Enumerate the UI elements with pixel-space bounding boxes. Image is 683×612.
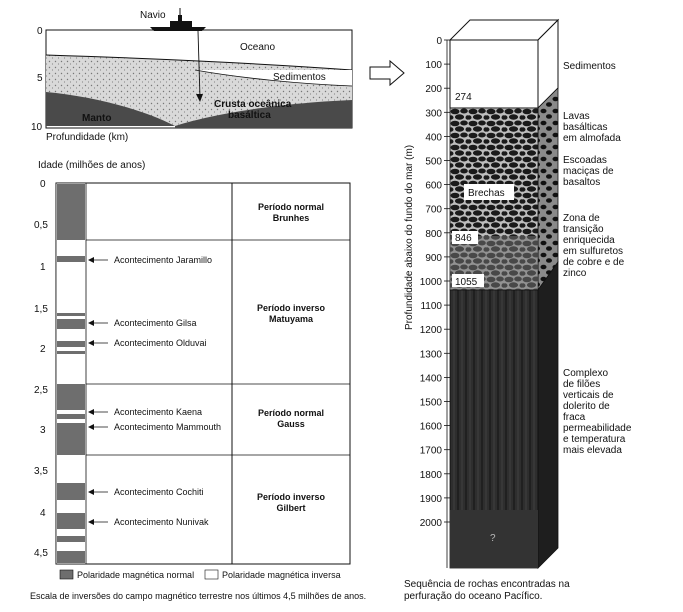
depth-tick-label: 1400: [419, 373, 442, 385]
legend-normal-label: Polaridade magnética normal: [77, 570, 195, 580]
depth-tick-label: 1300: [419, 349, 442, 361]
unit-label-dikes: mais elevada: [563, 445, 622, 456]
unit-label-transition: Zona de: [563, 213, 600, 224]
depth-tick-label: 300: [425, 108, 442, 120]
unknown-marker: ?: [490, 533, 496, 544]
event-label: Acontecimento Olduvai: [114, 338, 207, 348]
column-axis-label: Profundidade abaixo do fundo do mar (m): [404, 144, 415, 330]
depth-tick-label: 1800: [419, 469, 442, 481]
unit-label-dikes: dolerito de: [563, 401, 610, 412]
legend-inverse-swatch: [205, 570, 218, 579]
age-tick: 2: [40, 344, 46, 355]
column-side-lavas: [538, 88, 558, 290]
unit-label-flows: Escoadas: [563, 155, 607, 166]
depth-tick-label: 1600: [419, 421, 442, 433]
event-nunivak: [88, 517, 209, 527]
arrow-left-icon: [88, 519, 94, 525]
normal-polarity-band: [57, 351, 85, 354]
unit-label-sediments: Sedimentos: [563, 61, 616, 72]
unit-label-lavas: Lavas: [563, 111, 590, 122]
depth-tick-label: 2000: [419, 518, 442, 529]
normal-polarity-band: [57, 384, 85, 410]
age-axis-label: Idade (milhões de anos): [38, 160, 146, 171]
unit-label-transition: enriquecida: [563, 235, 615, 246]
arrow-left-icon: [88, 409, 94, 415]
column-caption: perfuração do oceano Pacífico.: [404, 591, 543, 602]
period-label: Período normal: [257, 202, 325, 212]
period-name: Brunhes: [272, 213, 310, 223]
depth-tick-label: 1700: [419, 445, 442, 457]
depth-tick-label: 0: [436, 36, 442, 47]
normal-polarity-band: [57, 341, 85, 347]
age-tick: 0: [40, 179, 46, 190]
period-label: Período inverso: [256, 303, 326, 313]
age-tick: 3: [40, 425, 46, 436]
arrow-left-icon: [88, 257, 94, 263]
depth-tick-label: 1000: [419, 277, 442, 288]
arrow-right-icon: [370, 61, 404, 85]
depth-marker: 1055: [455, 277, 478, 288]
sediments-label: Sedimentos: [273, 72, 326, 83]
age-tick: 1: [40, 262, 46, 273]
unit-label-dikes: fraca: [563, 412, 586, 423]
arrow-left-icon: [88, 489, 94, 495]
depth-tick-label: 600: [425, 180, 442, 192]
depth-tick-label: 900: [425, 252, 442, 264]
drill-column: [404, 20, 632, 602]
ocean-cross-section: [31, 8, 352, 143]
breccia-label: Brechas: [468, 188, 505, 199]
depth-tick-label: 200: [425, 84, 442, 96]
event-cochiti: [88, 487, 204, 497]
age-tick: 4: [40, 508, 46, 519]
depth-axis-label: Profundidade (km): [46, 132, 129, 143]
depth-tick: 10: [31, 122, 43, 133]
normal-polarity-band: [57, 551, 85, 563]
unit-label-transition: zinco: [563, 268, 587, 279]
polarity-column: [56, 183, 86, 564]
event-olduvai: [88, 338, 207, 348]
age-tick: 1,5: [34, 304, 48, 315]
normal-polarity-band: [57, 319, 85, 329]
magnetic-timescale: [30, 160, 366, 601]
ship-label: Navio: [140, 10, 166, 21]
depth-marker: 274: [455, 92, 472, 103]
depth-tick-label: 500: [425, 156, 442, 168]
column-side-dikes: [538, 262, 558, 568]
normal-polarity-band: [57, 513, 85, 529]
unit-label-dikes: permeabilidade: [563, 423, 632, 434]
normal-polarity-band: [57, 483, 85, 500]
depth-marker: 846: [455, 233, 472, 244]
arrow-left-icon: [88, 340, 94, 346]
event-label: Acontecimento Mammouth: [114, 422, 222, 432]
unit-label-transition: em sulfuretos: [563, 246, 624, 257]
normal-polarity-band: [57, 423, 85, 455]
unit-label-dikes: e temperatura: [563, 434, 626, 445]
event-label: Acontecimento Jaramillo: [114, 255, 213, 265]
depth-tick-label: 100: [425, 60, 442, 72]
unit-label-flows: basaltos: [563, 177, 601, 188]
event-kaena: [88, 407, 202, 417]
period-label: Período inverso: [256, 492, 326, 502]
unit-label-flows: maciças de: [563, 166, 614, 177]
unit-label-dikes: de filões: [563, 379, 601, 390]
mantle-label: Manto: [82, 113, 112, 124]
legend-normal-swatch: [60, 570, 73, 579]
depth-tick-label: 1100: [420, 301, 442, 313]
age-tick: 4,5: [34, 548, 48, 559]
normal-polarity-band: [57, 184, 85, 240]
period-name: Matuyama: [268, 314, 314, 324]
normal-polarity-band: [57, 256, 85, 262]
event-jaramillo: [88, 255, 212, 265]
arrow-left-icon: [88, 320, 94, 326]
crust-label-1: Crusta oceânica: [214, 99, 292, 110]
depth-tick: 0: [37, 26, 43, 37]
event-label: Acontecimento Gilsa: [114, 318, 197, 328]
crust-label-2: basáltica: [228, 110, 271, 121]
event-label: Acontecimento Kaena: [114, 407, 203, 417]
normal-polarity-band: [57, 536, 85, 542]
normal-polarity-band: [57, 414, 85, 419]
ocean-label: Oceano: [240, 42, 276, 53]
age-tick: 0,5: [34, 220, 48, 231]
age-tick: 2,5: [34, 385, 48, 396]
depth-tick-label: 1200: [419, 325, 442, 337]
unit-label-transition: de cobre e de: [563, 257, 625, 268]
arrow-left-icon: [88, 424, 94, 430]
event-label: Acontecimento Cochiti: [114, 487, 204, 497]
period-name: Gilbert: [276, 503, 306, 513]
unit-label-lavas: em almofada: [563, 133, 621, 144]
depth-tick-label: 800: [425, 228, 442, 240]
depth-tick-label: 700: [425, 204, 442, 216]
period-label: Período normal: [257, 408, 325, 418]
legend-inverse-label: Polaridade magnética inversa: [222, 570, 341, 580]
unit-label-lavas: basálticas: [563, 122, 608, 133]
timescale-caption: Escala de inversões do campo magnético terrestre nos últimos 4,5 milhões de anos.: [30, 591, 367, 601]
depth-tick-label: 1900: [419, 493, 442, 505]
unit-label-dikes: Complexo: [563, 368, 609, 379]
column-caption: Sequência de rochas encontradas na: [404, 579, 570, 590]
age-tick: 3,5: [34, 466, 48, 477]
depth-axis-ticks: [420, 36, 450, 529]
unit-label-transition: transição: [563, 224, 604, 235]
depth-tick: 5: [37, 73, 43, 84]
event-label: Acontecimento Nunivak: [114, 517, 209, 527]
unit-label-dikes: verticais de: [563, 390, 614, 401]
event-mammouth: [88, 422, 221, 432]
normal-polarity-band: [57, 313, 85, 316]
depth-tick-label: 1500: [419, 397, 442, 409]
period-name: Gauss: [277, 419, 305, 429]
event-gilsa: [88, 318, 197, 328]
depth-tick-label: 400: [425, 132, 442, 144]
